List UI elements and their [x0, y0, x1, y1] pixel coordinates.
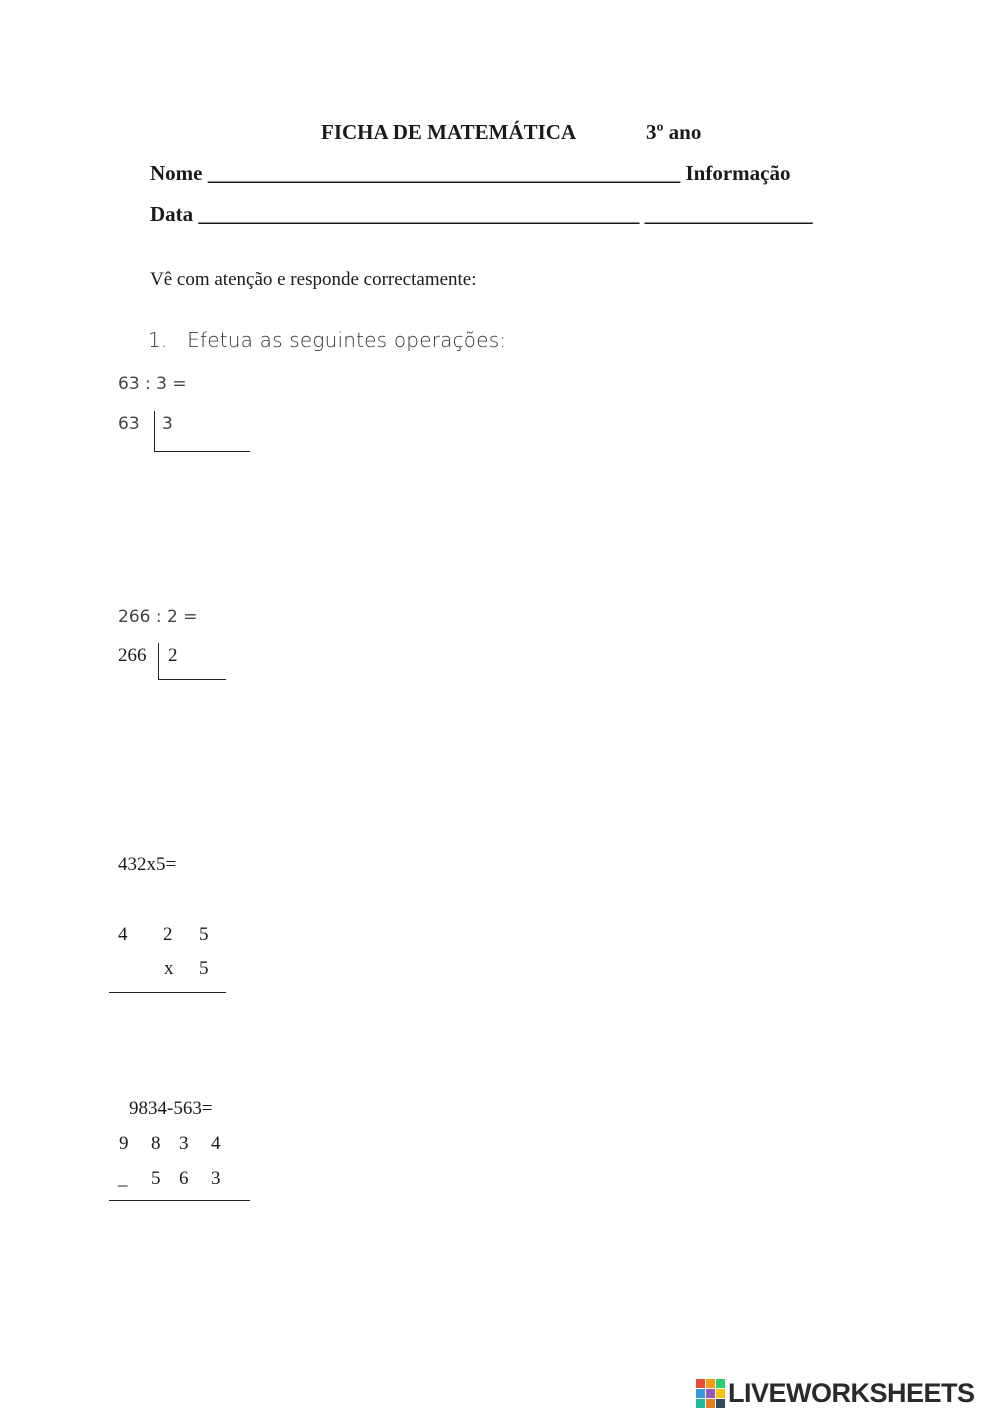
liveworksheets-logo-icon: [696, 1379, 725, 1408]
name-line: Nome _____________________________________________ Informação: [150, 161, 791, 185]
subtraction-digit: 8: [151, 1133, 161, 1154]
multiplication-digit: 4: [118, 924, 128, 945]
division-1-divisor: 3: [162, 414, 173, 434]
logo-square: [716, 1399, 725, 1408]
multiplication-result-line: [109, 992, 226, 993]
division-2-expression: 266 : 2 =: [118, 607, 198, 627]
instructions: Vê com atenção e responde correctamente:: [150, 269, 477, 290]
multiplication-digit: 2: [163, 924, 173, 945]
subtraction-digit: 6: [179, 1168, 189, 1189]
worksheet-title: FICHA DE MATEMÁTICA: [321, 120, 577, 144]
logo-square: [716, 1379, 725, 1388]
logo-square: [706, 1389, 715, 1398]
question-1: 1. Efetua as seguintes operações:: [148, 328, 507, 352]
date-line: Data __________________________________________ ________________: [150, 202, 813, 226]
logo-square: [706, 1399, 715, 1408]
multiplication-sign: x: [164, 958, 174, 979]
division-1-bracket-vertical: [154, 411, 155, 452]
liveworksheets-logo-text: LIVEWORKSHEETS: [728, 1377, 975, 1408]
division-2-bracket-vertical: [158, 643, 159, 680]
multiplication-digit: 5: [199, 924, 209, 945]
division-1-expression: 63 : 3 =: [118, 374, 187, 394]
division-2-dividend: 266: [118, 645, 147, 666]
liveworksheets-logo[interactable]: [696, 1378, 975, 1408]
division-2-bracket-horizontal: [158, 679, 226, 680]
logo-square: [706, 1379, 715, 1388]
division-1-dividend: 63: [118, 414, 140, 434]
logo-square: [696, 1399, 705, 1408]
grade-label: 3º ano: [646, 120, 702, 144]
logo-square: [716, 1389, 725, 1398]
subtraction-digit: 5: [151, 1168, 161, 1189]
multiplication-multiplier: 5: [199, 958, 209, 979]
subtraction-digit: 3: [179, 1133, 189, 1154]
subtraction-result-line: [109, 1200, 250, 1201]
subtraction-expression: 9834-563=: [129, 1098, 213, 1119]
subtraction-digit: 3: [211, 1168, 221, 1189]
subtraction-digit: 4: [211, 1133, 221, 1154]
subtraction-digit: 9: [119, 1133, 129, 1154]
division-1-bracket-horizontal: [154, 451, 250, 452]
multiplication-expression: 432x5=: [118, 854, 177, 875]
logo-square: [696, 1379, 705, 1388]
subtraction-sign: _: [118, 1168, 128, 1189]
logo-square: [696, 1389, 705, 1398]
division-2-divisor: 2: [168, 645, 178, 666]
